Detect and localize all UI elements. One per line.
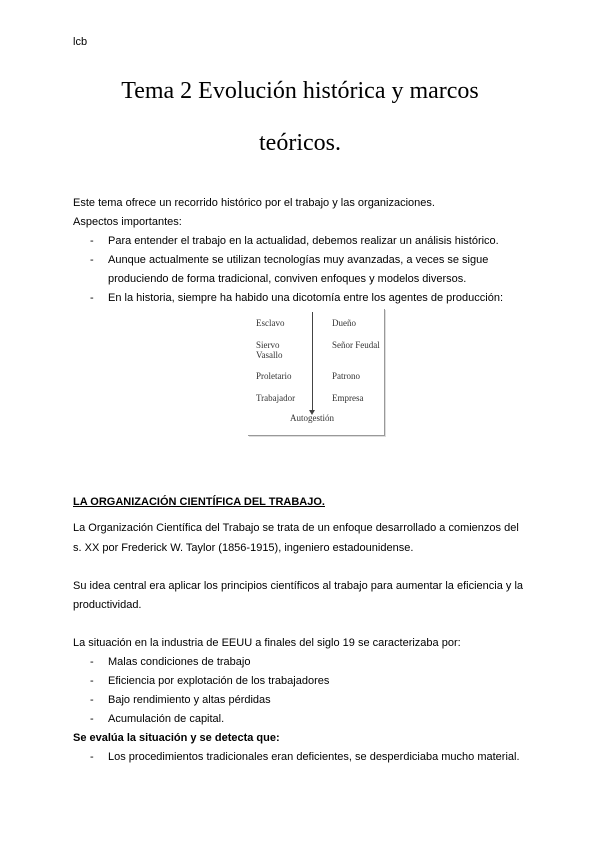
- dash-bullet: -: [90, 751, 94, 763]
- diagram-left-label: Proletario: [256, 371, 292, 381]
- page-title-line-2: teóricos.: [259, 130, 341, 156]
- dash-bullet: -: [90, 292, 94, 304]
- dash-bullet: -: [90, 254, 94, 266]
- section-paragraph: productividad.: [73, 599, 142, 611]
- list-item-text: Aunque actualmente se utilizan tecnologías muy avanzadas, a veces se sigue: [108, 254, 489, 266]
- list-item-text: Los procedimientos tradicionales eran deficientes, se desperdiciaba mucho material.: [108, 751, 520, 763]
- section-paragraph: s. XX por Frederick W. Taylor (1856-1915), ingeniero estadounidense.: [73, 542, 414, 554]
- list-item-text: Malas condiciones de trabajo: [108, 656, 251, 668]
- list-item: [90, 251, 488, 270]
- list-item: [90, 232, 499, 251]
- diagram-left-label: Esclavo: [256, 318, 285, 328]
- section-paragraph: La Organización Científica del Trabajo se trata de un enfoque desarrollado a comienzos del: [73, 522, 519, 534]
- list-item-text: Bajo rendimiento y altas pérdidas: [108, 694, 271, 706]
- list-item: [90, 653, 250, 672]
- diagram-left-label: Vasallo: [256, 350, 283, 360]
- diagram-left-label: Siervo: [256, 340, 280, 350]
- diagram-right-label: Empresa: [332, 393, 364, 403]
- dash-bullet: -: [90, 694, 94, 706]
- list-item-continuation: produciendo de forma tradicional, conviven enfoques y modelos diversos.: [108, 273, 467, 285]
- diagram-right-label: Patrono: [332, 371, 360, 381]
- list-item: [90, 289, 503, 308]
- section-paragraph: Su idea central era aplicar los principios científicos al trabajo para aumentar la eficiencia y la: [73, 580, 524, 592]
- list-item: [90, 691, 271, 710]
- list-item-text: Acumulación de capital.: [108, 713, 225, 725]
- list-item: [90, 710, 224, 729]
- list-item-text: Para entender el trabajo en la actualidad, debemos realizar un análisis histórico.: [108, 235, 499, 247]
- diagram-right-label: Señor Feudal: [332, 340, 380, 350]
- production-agents-diagram: [248, 309, 385, 436]
- bold-subheading: Se evalúa la situación y se detecta que:: [73, 732, 280, 744]
- section-paragraph: La situación en la industria de EEUU a finales del siglo 19 se caracterizaba por:: [73, 637, 461, 649]
- intro-text: Este tema ofrece un recorrido histórico por el trabajo y las organizaciones.: [73, 197, 435, 209]
- list-item: [90, 672, 329, 691]
- arrow-down-icon: [309, 410, 315, 415]
- dash-bullet: -: [90, 235, 94, 247]
- list-item-text: Eficiencia por explotación de los trabajadores: [108, 675, 330, 687]
- diagram-arrow-line: [312, 312, 313, 412]
- section-heading: LA ORGANIZACIÓN CIENTÍFICA DEL TRABAJO.: [73, 496, 325, 508]
- diagram-right-label: Dueño: [332, 318, 356, 328]
- dash-bullet: -: [90, 675, 94, 687]
- diagram-bottom-label: Autogestión: [290, 413, 334, 423]
- aspects-label: Aspectos importantes:: [73, 216, 182, 228]
- page-title-line-1: Tema 2 Evolución histórica y marcos: [121, 78, 479, 104]
- diagram-left-label: Trabajador: [256, 393, 296, 403]
- list-item: [90, 748, 520, 767]
- list-item-text: En la historia, siempre ha habido una dicotomía entre los agentes de producción:: [108, 292, 504, 304]
- dash-bullet: -: [90, 713, 94, 725]
- dash-bullet: -: [90, 656, 94, 668]
- header-label: lcb: [73, 36, 88, 48]
